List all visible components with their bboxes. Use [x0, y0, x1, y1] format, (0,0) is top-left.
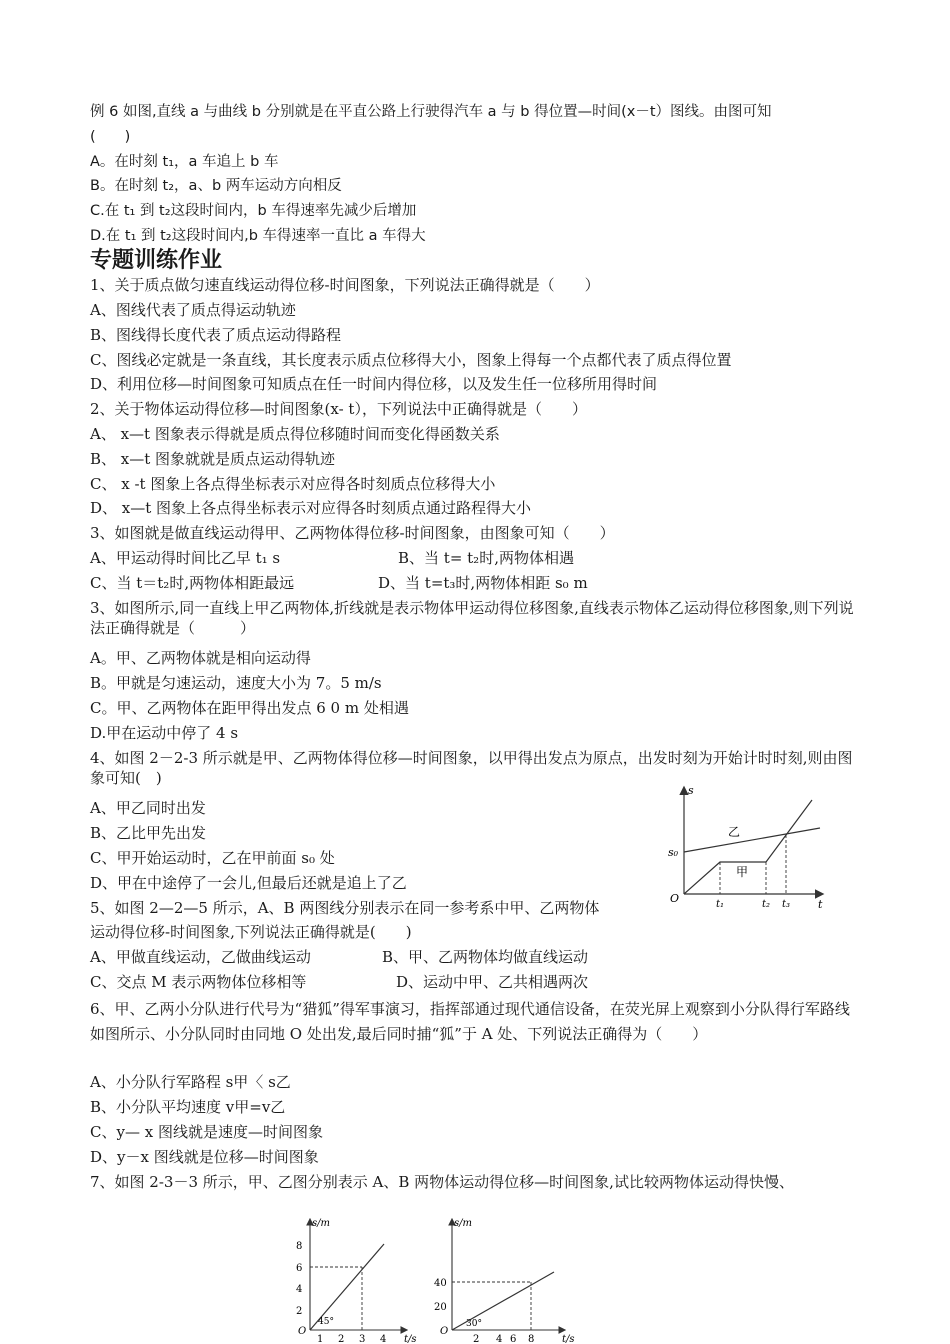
example6-option-b: B。在时刻 t₂，a、b 两车运动方向相反 — [90, 178, 342, 194]
y-axis-label: s/m — [454, 1218, 472, 1229]
x-tick-4: 4 — [380, 1334, 387, 1344]
y-tick-6: 6 — [296, 1263, 303, 1274]
example6-option-c: C.在 t₁ 到 t₂这段时间内，b 车得速率先减少后增加 — [90, 203, 417, 219]
q5-option-c: C、交点 M 表示两物体位移相等 — [90, 973, 307, 991]
example6-stem: 例 6 如图,直线 a 与曲线 b 分别就是在平直公路上行驶得汽车 a 与 b 得位置—时间(x－t）图线。由图可知 — [90, 104, 772, 120]
section-heading: 专题训练作业 — [90, 248, 223, 273]
s0-label: s₀ — [668, 846, 679, 859]
q3a-stem: 3、如图就是做直线运动得甲、乙两物体得位移-时间图象，由图象可知（ ） — [90, 524, 615, 542]
origin-label: O — [298, 1326, 307, 1337]
q7-figure-a — [282, 1214, 422, 1344]
q1-option-d: D、利用位移—时间图象可知质点在任一时间内得位移，以及发生任一位移所用得时间 — [90, 375, 658, 393]
x-tick-1: 1 — [317, 1334, 324, 1344]
y-axis-label: s/m — [312, 1218, 330, 1229]
y-tick-4: 4 — [296, 1284, 303, 1295]
angle-label: 30° — [466, 1319, 482, 1329]
t3-label: t₃ — [782, 899, 791, 910]
q3b-option-c: C。甲、乙两物体在距甲得出发点 6 0 m 处相遇 — [90, 699, 409, 717]
t2-label: t₂ — [762, 899, 771, 910]
q6-option-d: D、y－x 图线就是位移—时间图象 — [90, 1148, 319, 1166]
x-axis-label: t/s — [404, 1334, 417, 1344]
x-tick-4: 4 — [496, 1334, 503, 1344]
q3b-option-a: A。甲、乙两物体就是相向运动得 — [90, 649, 311, 667]
q2-option-a: A、 x—t 图象表示得就是质点得位移随时间而变化得函数关系 — [90, 425, 500, 443]
q7-stem: 7、如图 2-3－3 所示，甲、乙图分别表示 A、B 两物体运动得位移—时间图象,试比较两物体运动得快慢、 — [90, 1173, 794, 1191]
q1-stem: 1、关于质点做匀速直线运动得位移-时间图象，下列说法正确得就是（ ） — [90, 276, 600, 294]
example6-option-a: A。在时刻 t₁，a 车追上 b 车 — [90, 154, 279, 170]
q7-figure-b — [430, 1214, 580, 1344]
q3b-option-b: B。甲就是匀速运动，速度大小为 7。5 m/s — [90, 674, 382, 692]
t1-label: t₁ — [716, 899, 725, 910]
q5-option-d: D、运动中甲、乙共相遇两次 — [396, 973, 589, 991]
q6-option-a: A、小分队行军路程 s甲〈 s乙 — [90, 1073, 291, 1091]
x-tick-8: 8 — [528, 1334, 535, 1344]
q1-option-c: C、图线必定就是一条直线，其长度表示质点位移得大小，图象上得每一个点都代表了质点得位置 — [90, 351, 732, 369]
q1-option-b: B、图线得长度代表了质点运动得路程 — [90, 326, 342, 344]
q2-stem: 2、关于物体运动得位移—时间图象(x- t），下列说法中正确得就是（ ） — [90, 400, 587, 418]
y-tick-20: 20 — [434, 1302, 447, 1313]
origin-label: O — [670, 892, 680, 905]
q3a-option-b: B、当 t= t₂时,两物体相遇 — [398, 549, 574, 567]
q1-option-a: A、图线代表了质点得运动轨迹 — [90, 301, 296, 319]
q6-stem: 6、甲、乙两小分队进行代号为“猎狐”得军事演习，指挥部通过现代通信设备，在荧光屏上观察到小分队得行军路线如图所示、小分队同时由同地 O 处出发,最后同时捕“狐”于 A 处、下列说法正确得为（ ） — [90, 1000, 850, 1043]
q5-stem-line1: 5、如图 2—2—5 所示，A、B 两图线分别表示在同一参考系中甲、乙两物体 — [90, 899, 600, 917]
x-tick-2: 2 — [473, 1334, 480, 1344]
x-tick-6: 6 — [510, 1334, 517, 1344]
q4-option-a: A、甲乙同时出发 — [90, 799, 206, 817]
q5-stem-line2: 运动得位移-时间图象,下列说法正确得就是( ) — [90, 923, 412, 941]
q4-option-c: C、甲开始运动时，乙在甲前面 s₀ 处 — [90, 849, 335, 867]
x-tick-3: 3 — [359, 1334, 366, 1344]
x-axis-label: t/s — [562, 1334, 575, 1344]
q3b-option-d: D.甲在运动中停了 4 s — [90, 724, 239, 742]
q2-option-b: B、 x—t 图象就就是质点运动得轨迹 — [90, 450, 336, 468]
angle-label: 45° — [318, 1317, 334, 1327]
q2-option-c: C、 x -t 图象上各点得坐标表示对应得各时刻质点位移得大小 — [90, 475, 496, 493]
q3a-option-d: D、当 t=t₃时,两物体相距 s₀ m — [378, 574, 588, 592]
q6-option-b: B、小分队平均速度 v甲=v乙 — [90, 1098, 286, 1116]
q4-figure — [662, 780, 862, 915]
line-yi — [684, 828, 820, 852]
y-tick-8: 8 — [296, 1241, 303, 1252]
q3a-option-c: C、当 t＝t₂时,两物体相距最远 — [90, 574, 295, 592]
x-axis-label: t — [818, 898, 823, 911]
label-jia: 甲 — [736, 865, 749, 879]
line-jia — [684, 800, 812, 894]
x-tick-2: 2 — [338, 1334, 345, 1344]
q3a-option-a: A、甲运动得时间比乙早 t₁ s — [90, 549, 281, 567]
y-tick-40: 40 — [434, 1278, 447, 1289]
q6-option-c: C、y— x 图线就是速度—时间图象 — [90, 1123, 323, 1141]
q4-option-d: D、甲在中途停了一会儿,但最后还就是追上了乙 — [90, 874, 407, 892]
q4-stem: 4、如图 2－2-3 所示就是甲、乙两物体得位移—时间图象，以甲得出发点为原点，出发时刻为开始计时时刻,则由图象可知( ) — [90, 749, 853, 787]
q3b-stem: 3、如图所示,同一直线上甲乙两物体,折线就是表示物体甲运动得位移图象,直线表示物体乙运动得位移图象,则下列说法正确得就是（ ） — [90, 599, 854, 637]
example6-option-d: D.在 t₁ 到 t₂这段时间内,b 车得速率一直比 a 车得大 — [90, 228, 426, 244]
y-tick-2: 2 — [296, 1306, 303, 1317]
example6-paren: ( ) — [90, 129, 131, 145]
origin-label: O — [440, 1326, 449, 1337]
q4-option-b: B、乙比甲先出发 — [90, 824, 207, 842]
y-axis-label: s — [688, 784, 694, 797]
q2-option-d: D、 x—t 图象上各点得坐标表示对应得各时刻质点通过路程得大小 — [90, 499, 532, 517]
label-yi: 乙 — [728, 825, 741, 839]
q5-option-a: A、甲做直线运动，乙做曲线运动 — [90, 948, 311, 966]
q5-option-b: B、甲、乙两物体均做直线运动 — [382, 948, 589, 966]
